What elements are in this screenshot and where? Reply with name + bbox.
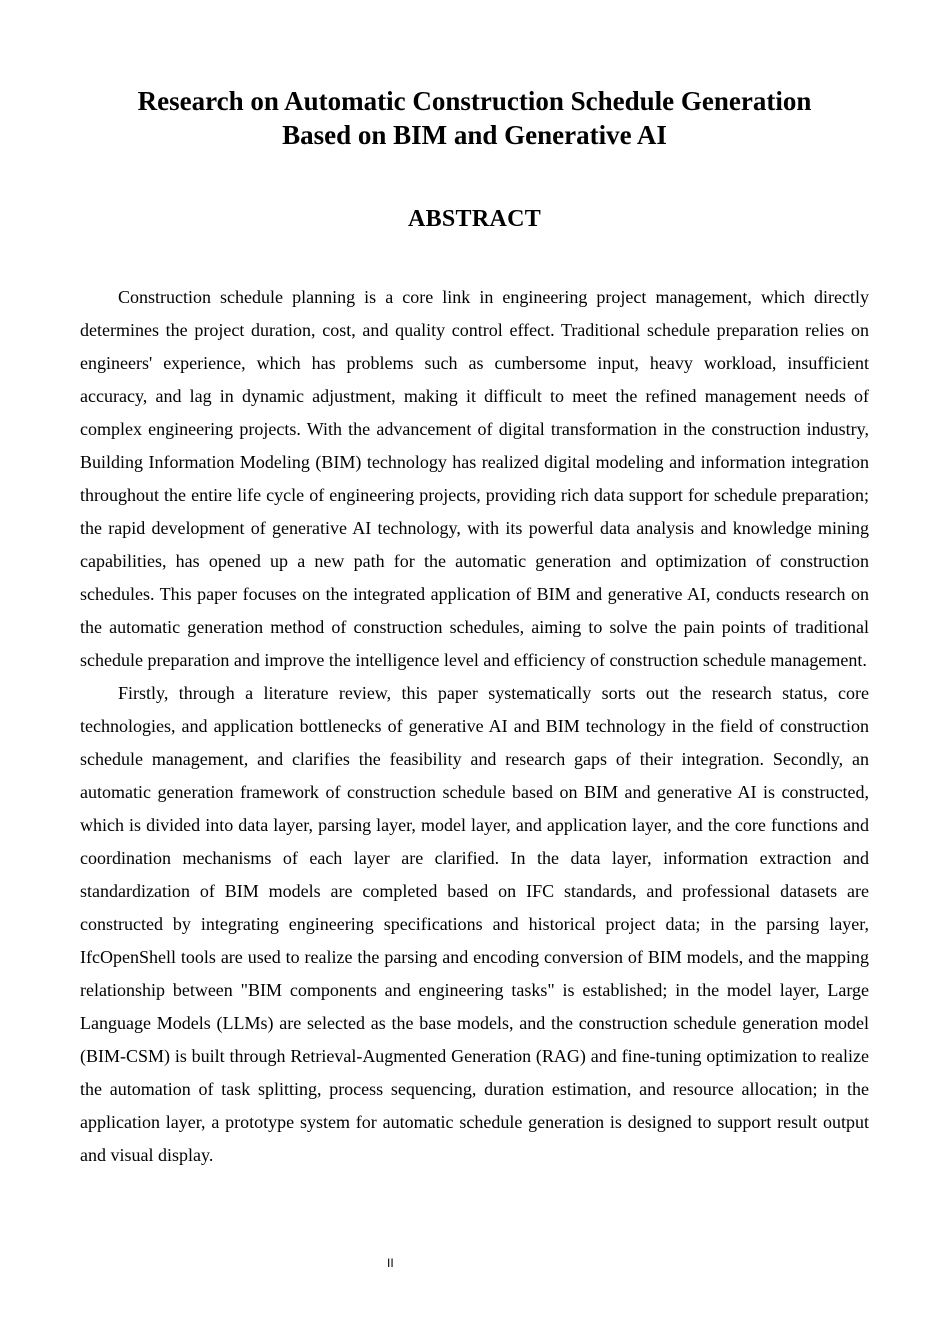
abstract-paragraph-2: Firstly, through a literature review, this paper systematically sorts out the research status, core technologies, and application bottlenecks of generative AI and BIM technology in the field of construction schedule management, and clarifies the feasibility and research gaps of their integration. Secondly, an automatic generation framework of construction schedule based on BIM and generative AI is constructed, which is divided into data layer, parsing layer, model layer, and application layer, and the core functions and coordination mechanisms of each layer are clarified. In the data layer, information extraction and standardization of BIM models are completed based on IFC standards, and professional datasets are constructed by integrating engineering specifications and historical project data; in the parsing layer, IfcOpenShell tools are used to realize the parsing and encoding conversion of BIM models, and the mapping relationship between "BIM components and engineering tasks" is established; in the model layer, Large Language Models (LLMs) are selected as the base models, and the construction schedule generation model (BIM-CSM) is built through Retrieval-Augmented Generation (RAG) and fine-tuning optimization to realize the automation of task splitting, process sequencing, duration estimation, and resource allocation; in the application layer, a prototype system for automatic schedule generation is designed to support result output and visual display. bbox=[80, 683, 869, 1165]
paper-title-line-2: Based on BIM and Generative AI bbox=[282, 120, 667, 150]
abstract-heading: ABSTRACT bbox=[407, 206, 542, 232]
paper-title bbox=[80, 84, 869, 152]
paper-title-line-1: Research on Automatic Construction Schedule Generation bbox=[137, 86, 812, 116]
document-page bbox=[80, 84, 869, 1172]
abstract-body bbox=[80, 281, 869, 1172]
page-number: II bbox=[387, 1256, 394, 1270]
abstract-paragraph-1: Construction schedule planning is a core link in engineering project management, which directly determines the project duration, cost, and quality control effect. Traditional schedule preparation relies on engineers' experience, which has problems such as cumbersome input, heavy workload, insufficient accuracy, and lag in dynamic adjustment, making it difficult to meet the refined management needs of complex engineering projects. With the advancement of digital transformation in the construction industry, Building Information Modeling (BIM) technology has realized digital modeling and information integration throughout the entire life cycle of engineering projects, providing rich data support for schedule preparation; the rapid development of generative AI technology, with its powerful data analysis and knowledge mining capabilities, has opened up a new path for the automatic generation and optimization of construction schedules. This paper focuses on the integrated application of BIM and generative AI, conducts research on the automatic generation method of construction schedules, aiming to solve the pain points of traditional schedule preparation and improve the intelligence level and efficiency of construction schedule management. bbox=[80, 287, 869, 670]
